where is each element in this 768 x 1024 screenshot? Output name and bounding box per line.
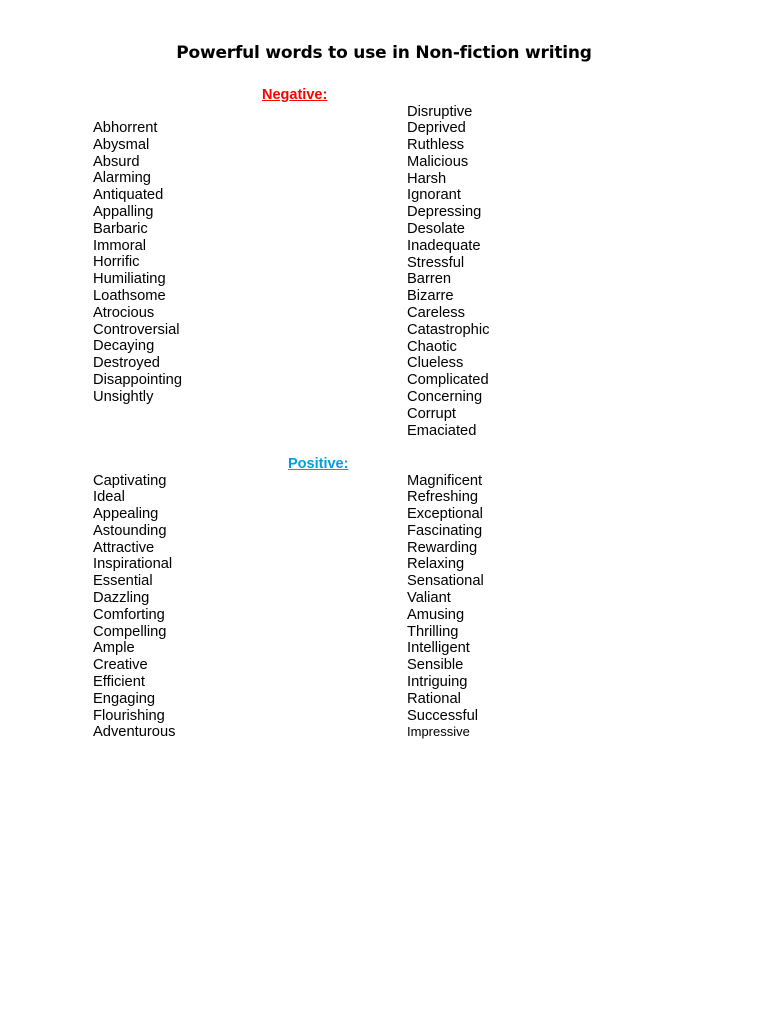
word-item: Concerning (407, 389, 483, 406)
word-item: Controversial (93, 321, 180, 338)
word-item: Catastrophic (407, 321, 490, 338)
word-item: Immoral (93, 237, 147, 254)
positive-words-left-column (93, 473, 175, 742)
word-item: Intelligent (407, 640, 470, 657)
word-item: Relaxing (407, 556, 465, 573)
word-item: Intriguing (407, 674, 468, 691)
word-item: Attractive (93, 539, 155, 556)
word-item: Valiant (407, 590, 451, 607)
word-item: Essential (93, 573, 153, 590)
word-item: Unsightly (93, 388, 154, 405)
word-item: Humiliating (93, 271, 166, 288)
word-item: Ample (93, 640, 135, 657)
word-item: Inspirational (93, 556, 173, 573)
word-item: Refreshing (407, 489, 479, 506)
word-item: Fascinating (407, 522, 483, 539)
word-item: Sensational (407, 573, 484, 590)
word-item: Atrocious (93, 304, 155, 321)
word-item: Exceptional (407, 506, 483, 523)
word-item: Complicated (407, 372, 489, 389)
word-item: Careless (407, 305, 465, 322)
word-item: Flourishing (93, 707, 165, 724)
page-title: Powerful words to use in Non-fiction writing (176, 43, 592, 63)
word-item: Rational (407, 690, 461, 707)
word-item: Bizarre (407, 288, 454, 305)
word-item: Ignorant (407, 187, 461, 204)
word-item: Stressful (407, 254, 465, 271)
word-item: Emaciated (407, 422, 477, 439)
word-item: Horrific (93, 254, 140, 271)
word-item: Barbaric (93, 220, 148, 237)
word-item: Antiquated (93, 187, 164, 204)
word-item: Depressing (407, 204, 482, 221)
word-item: Barren (407, 271, 452, 288)
word-item: Abhorrent (93, 120, 158, 136)
word-item: Amusing (407, 606, 465, 623)
word-item: Absurd (93, 153, 140, 170)
word-item: Engaging (93, 690, 156, 707)
word-item: Ruthless (407, 137, 465, 154)
word-item: Adventurous (93, 724, 176, 741)
word-item: Sensible (407, 657, 464, 674)
word-item: Destroyed (93, 355, 160, 372)
word-item: Decaying (93, 338, 155, 355)
word-item: Appealing (93, 506, 159, 523)
word-item: Dazzling (93, 590, 150, 607)
word-item: Appalling (93, 203, 154, 220)
negative-heading: Negative: (262, 87, 328, 103)
word-item: Disappointing (93, 371, 182, 388)
word-item: Comforting (93, 606, 165, 623)
word-item: Thrilling (407, 623, 459, 640)
word-item: Malicious (407, 153, 469, 170)
word-item: Astounding (93, 522, 167, 539)
word-item: Compelling (93, 623, 167, 640)
word-item: Captivating (93, 472, 167, 489)
word-item: Disruptive (407, 103, 473, 120)
negative-words-right-column (407, 104, 489, 440)
positive-words-right-column (407, 473, 484, 742)
word-item: Harsh (407, 170, 447, 187)
word-item: Abysmal (93, 136, 150, 153)
word-item: Efficient (93, 674, 145, 691)
word-item: Clueless (407, 355, 464, 372)
word-item: Chaotic (407, 338, 457, 355)
negative-words-left-column (93, 120, 182, 406)
positive-heading: Positive: (288, 456, 349, 472)
word-item: Creative (93, 657, 148, 674)
word-item: Desolate (407, 221, 465, 238)
word-item: Corrupt (407, 405, 456, 422)
word-item: Inadequate (407, 237, 481, 254)
word-item: Loathsome (93, 287, 166, 304)
word-item: Ideal (93, 489, 125, 506)
word-item: Rewarding (407, 539, 478, 556)
word-item: Magnificent (407, 472, 483, 489)
word-item: Alarming (93, 170, 151, 187)
word-item: Successful (407, 707, 479, 724)
word-item: Impressive (407, 724, 470, 740)
word-item: Deprived (407, 120, 466, 137)
